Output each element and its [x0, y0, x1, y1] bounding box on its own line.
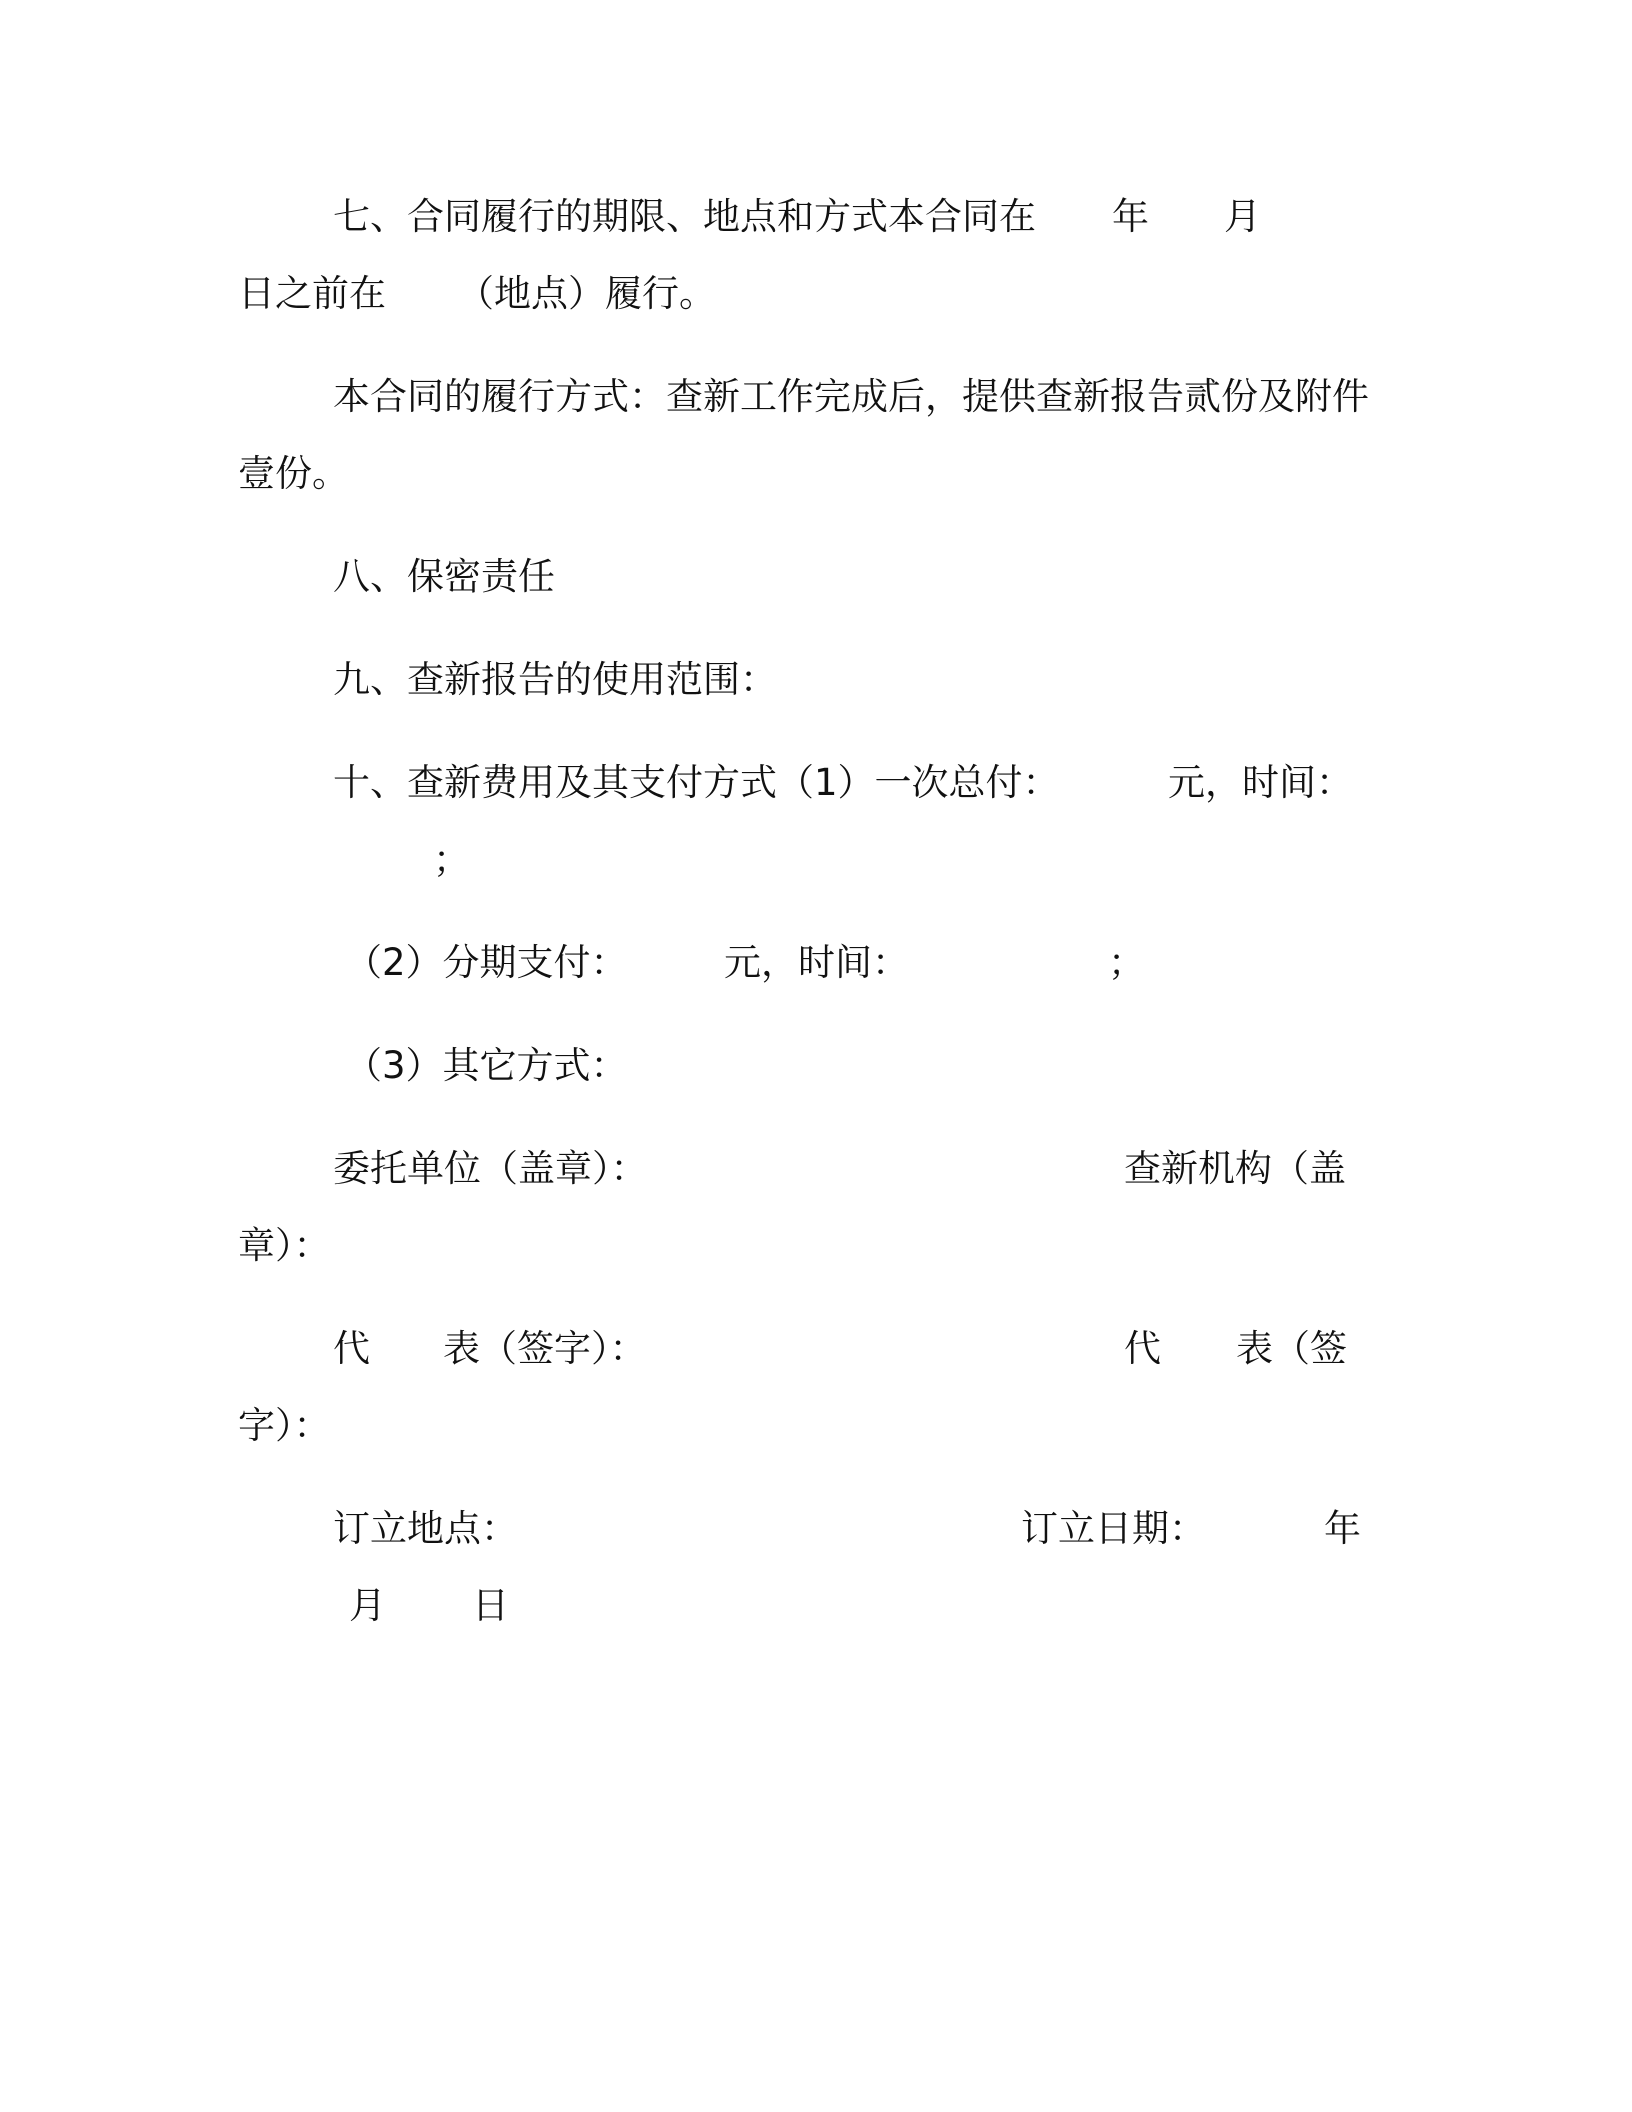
section10-line1: 十、查新费用及其支付方式（1）一次总付： [333, 761, 1060, 804]
signing-place-label: 订立地点： [333, 1507, 518, 1550]
section10-yuan-time: 元，时间： [1168, 761, 1353, 804]
signing-month: 月 [349, 1584, 386, 1627]
section9-title: 九、查新报告的使用范围： [333, 658, 777, 701]
client-seal-label: 委托单位（盖章）： [333, 1147, 648, 1190]
agency-rep-label-a: 代 [1124, 1327, 1161, 1370]
signing-day: 日 [472, 1584, 509, 1627]
agency-seal-label-cont: 章）： [238, 1224, 331, 1267]
agency-seal-label: 查新机构（盖 [1124, 1147, 1346, 1190]
section7-month: 月 [1224, 195, 1261, 238]
installment-label: （2）分期支付： [345, 941, 628, 984]
performance-line1: 本合同的履行方式：查新工作完成后，提供查新报告贰份及附件 [333, 375, 1369, 418]
other-method-label: （3）其它方式： [345, 1044, 628, 1087]
signing-year: 年 [1324, 1507, 1361, 1550]
client-rep-label-a: 代 [333, 1327, 370, 1370]
section7-year: 年 [1112, 195, 1149, 238]
agency-rep-label-cont: 字）： [238, 1404, 331, 1447]
installment-semicolon: ； [1108, 941, 1145, 984]
section7-line2: 日之前在 [238, 272, 386, 315]
section10-semicolon: ； [433, 838, 470, 881]
section7-line1: 七、合同履行的期限、地点和方式本合同在 [333, 195, 1036, 238]
performance-line2: 壹份。 [238, 452, 349, 495]
client-rep-label-b: 表（签字）： [443, 1327, 647, 1370]
section7-place: （地点）履行。 [457, 272, 716, 315]
agency-rep-label-b: 表（签 [1236, 1327, 1347, 1370]
installment-yuan-time: 元，时间： [724, 941, 909, 984]
section8-title: 八、保密责任 [333, 555, 555, 598]
signing-date-label: 订立日期： [1021, 1507, 1206, 1550]
